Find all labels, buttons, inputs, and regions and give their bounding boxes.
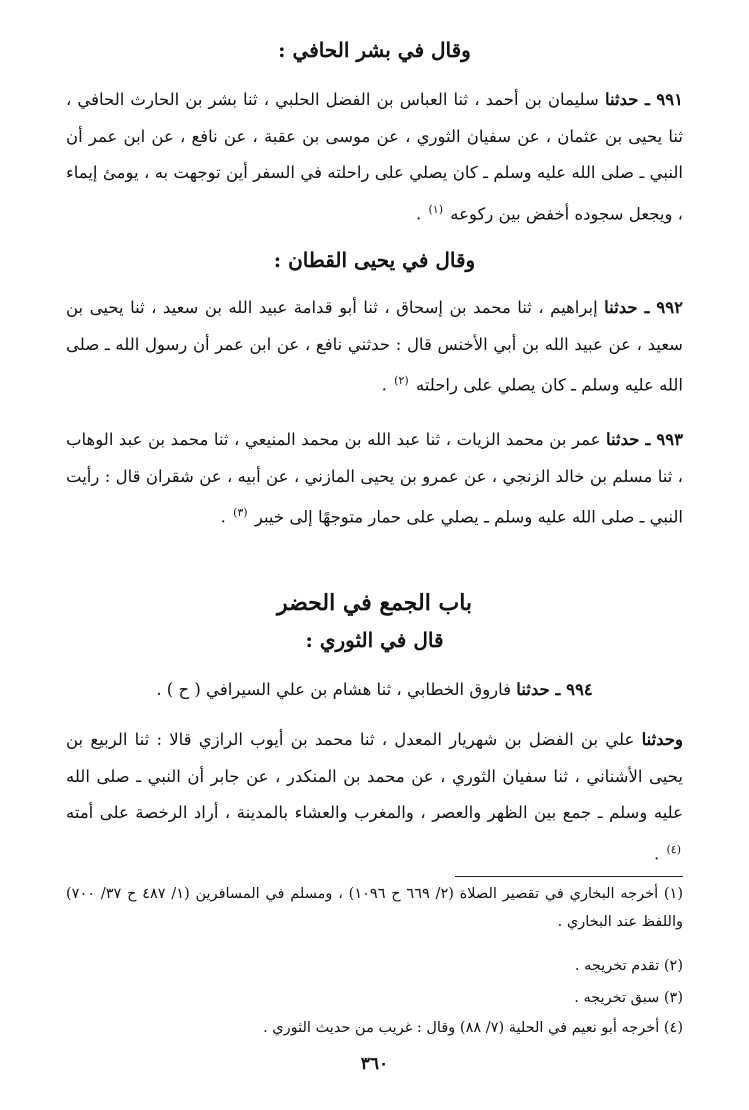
footnote-ref: (٢) bbox=[394, 374, 409, 387]
hadith-991: ٩٩١ ـ حدثنا سليمان بن أحمد ، ثنا العباس بن الفضل الحلبي ، ثنا بشر بن الحارث الحافي ، ثنا يحيى بن عثمان ، عن سفيان الثوري ، عن موسى بن عقبة ، عن نافع ، عن ابن عمر أن النبي ـ صلى الله عليه وسلم ـ كان يصلي على راحلته في السفر أين توجهت به ، يومئ إيماء ، ويجعل سجوده أخفض بين ركوعه $^{(١)}$ . bbox=[66, 90, 683, 223]
footnote-ref: (٤) bbox=[666, 842, 681, 856]
continuation-lead: وحدثنا bbox=[641, 730, 683, 749]
hadith-text: إبراهيم ، ثنا محمد بن إسحاق ، ثنا أبو قدامة عبيد الله بن سعيد ، ثنا يحيى بن سعيد ، عن عبيد الله بن أبي الأخنس قال : حدثني نافع ، عن ابن عمر أن رسول الله ـ صلى الله عليه وسلم ـ كان يصلي على راحلته bbox=[66, 298, 683, 395]
hadith-number: ٩٩٢ ـ حدثنا bbox=[604, 298, 683, 317]
hadith-993: ٩٩٣ ـ حدثنا عمر بن محمد الزيات ، ثنا عبد الله بن محمد المنيعي ، ثنا محمد بن عبد الوهاب ، ثنا مسلم بن خالد الزنجي ، عن عمرو بن يحيى المازني ، عن أبيه ، عن شقران قال : رأيت النبي ـ صلى الله عليه وسلم ـ يصلي على حمار متوجهًا إلى خيبر $^{(٣)}$ . bbox=[66, 430, 683, 527]
hadith-992: ٩٩٢ ـ حدثنا إبراهيم ، ثنا محمد بن إسحاق ، ثنا أبو قدامة عبيد الله بن سعيد ، ثنا يحيى بن سعيد ، عن عبيد الله بن أبي الأخنس قال : حدثني نافع ، عن ابن عمر أن رسول الله ـ صلى الله عليه وسلم ـ كان يصلي على راحلته $^{(٢)}$ . bbox=[66, 298, 683, 395]
footnote-ref: (١) bbox=[428, 202, 444, 216]
hadith-text: سليمان بن أحمد ، ثنا العباس بن الفضل الحلبي ، ثنا بشر بن الحارث الحافي ، ثنا يحيى بن عثمان ، عن سفيان الثوري ، عن موسى بن عقبة ، عن نافع ، عن ابن عمر أن النبي ـ صلى الله عليه وسلم ـ كان يصلي على راحلته في السفر أين توجهت به ، يومئ إيماء ، ويجعل سجوده أخفض بين ركوعه bbox=[66, 90, 683, 223]
hadith-text: عمر بن محمد الزيات ، ثنا عبد الله بن محمد المنيعي ، ثنا محمد بن عبد الوهاب ، ثنا مسلم بن خالد الزنجي ، عن عمرو بن يحيى المازني ، عن أبيه ، عن شقران قال : رأيت النبي ـ صلى الله عليه وسلم ـ يصلي على حمار متوجهًا إلى خيبر bbox=[66, 430, 683, 527]
hadith-text: فاروق الخطابي ، ثنا هشام بن علي السيرافي ( ح ) . bbox=[156, 680, 512, 699]
footnote-ref: (٣) bbox=[233, 506, 248, 519]
footnote-4: (٤) أخرجه أبو نعيم في الحلية (٧/ ٨٨) وقال : غريب من حديث الثوري . bbox=[263, 1020, 683, 1036]
hadith-number: ٩٩٤ ـ حدثنا bbox=[516, 680, 593, 699]
section-heading-yahya: وقال في يحيى القطان : bbox=[273, 248, 476, 272]
footnote-2: (٢) تقدم تخريجه . bbox=[574, 958, 683, 974]
chapter-subheading: قال في الثوري : bbox=[305, 628, 444, 652]
hadith-994 bbox=[66, 672, 683, 709]
footnote-3: (٣) سبق تخريجه . bbox=[574, 990, 683, 1006]
page-number: ٣٦٠ bbox=[360, 1054, 389, 1074]
hadith-994-continuation: وحدثنا علي بن الفضل بن شهريار المعدل ، ثنا محمد بن أيوب الرازي قالا : ثنا الربيع بن يحيى الأشناني ، ثنا سفيان الثوري ، عن محمد بن المنكدر ، عن جابر أن النبي ـ صلى الله عليه وسلم ـ جمع بين الظهر والعصر ، والمغرب والعشاء بالمدينة ، أراد الرخصة على أمته $^{(٤)}$ . bbox=[66, 730, 683, 863]
chapter-title: باب الجمع في الحضر bbox=[276, 590, 473, 616]
footnote-1: (١) أخرجه البخاري في تقصير الصلاة (٢/ ٦٦٩ ح ١٠٩٦) ، ومسلم في المسافرين (١/ ٤٨٧ ح ٣٧/ ٧٠٠) واللفظ عند البخاري . bbox=[66, 886, 684, 930]
footnote-divider bbox=[455, 876, 683, 877]
hadith-text: علي بن الفضل بن شهريار المعدل ، ثنا محمد بن أيوب الرازي قالا : ثنا الربيع بن يحيى الأشناني ، ثنا سفيان الثوري ، عن محمد بن المنكدر ، عن جابر أن النبي ـ صلى الله عليه وسلم ـ جمع بين الظهر والعصر ، والمغرب والعشاء بالمدينة ، أراد الرخصة على أمته bbox=[66, 730, 683, 822]
hadith-number: ٩٩١ ـ حدثنا bbox=[604, 90, 683, 109]
section-heading-bishr: وقال في بشر الحافي : bbox=[278, 38, 471, 62]
hadith-number: ٩٩٣ ـ حدثنا bbox=[606, 430, 683, 449]
